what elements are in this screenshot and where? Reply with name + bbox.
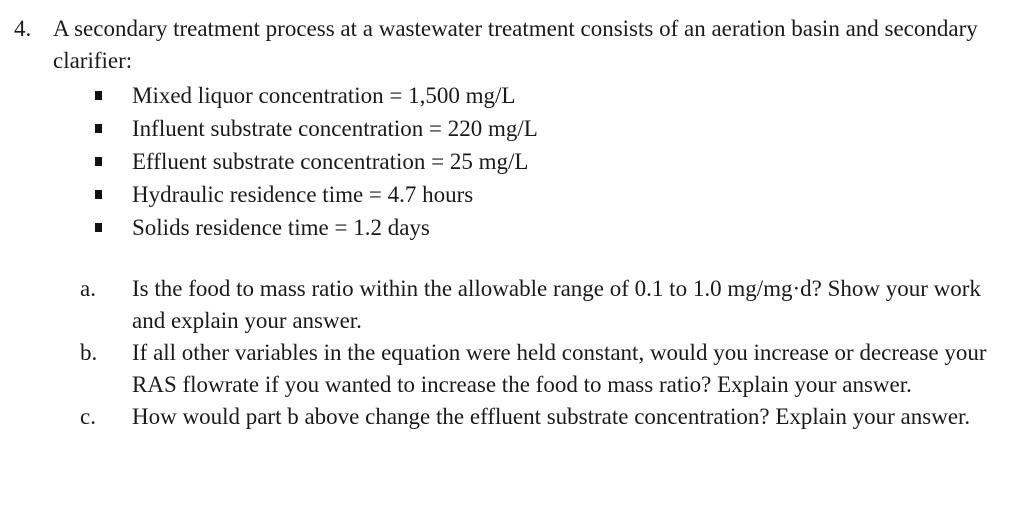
question-part-b: [80, 337, 1010, 401]
part-text: How would part b above change the effluent substrate concentration? Explain your answer.: [132, 404, 971, 429]
part-label: c.: [80, 404, 96, 429]
list-item: [90, 112, 538, 145]
list-item: [90, 145, 538, 178]
square-bullet-icon: [95, 124, 102, 133]
square-bullet-icon: [95, 91, 102, 100]
given-values-list: [90, 79, 538, 244]
given-value-text: Effluent substrate concentration = 25 mg/L: [132, 148, 529, 174]
question-part-c: [80, 401, 1010, 433]
part-label: b.: [80, 340, 98, 365]
list-item: [90, 211, 538, 244]
square-bullet-icon: [95, 223, 102, 232]
part-text: If all other variables in the equation were held constant, would you increase or decrease your RAS flowrate if you wanted to increase the food to mass ratio? Explain your answer.: [132, 340, 987, 397]
list-item: [90, 178, 538, 211]
given-value-text: Solids residence time = 1.2 days: [132, 214, 430, 240]
given-value-text: Hydraulic residence time = 4.7 hours: [132, 181, 474, 207]
question-text: A secondary treatment process at a wastewater treatment consists of an aeration basin and secondary clarifier:: [53, 16, 978, 73]
question-part-a: [80, 273, 1010, 337]
part-label: a.: [80, 276, 96, 301]
part-text: Is the food to mass ratio within the allowable range of 0.1 to 1.0 mg/mg·d? Show your work and explain your answer.: [132, 276, 981, 333]
given-value-text: Mixed liquor concentration = 1,500 mg/L: [132, 82, 516, 108]
question-parts: [80, 273, 1010, 433]
square-bullet-icon: [95, 157, 102, 166]
list-item: [90, 79, 538, 112]
given-value-text: Influent substrate concentration = 220 mg/L: [132, 115, 538, 141]
question-number: 4.: [14, 16, 32, 41]
square-bullet-icon: [95, 190, 102, 199]
